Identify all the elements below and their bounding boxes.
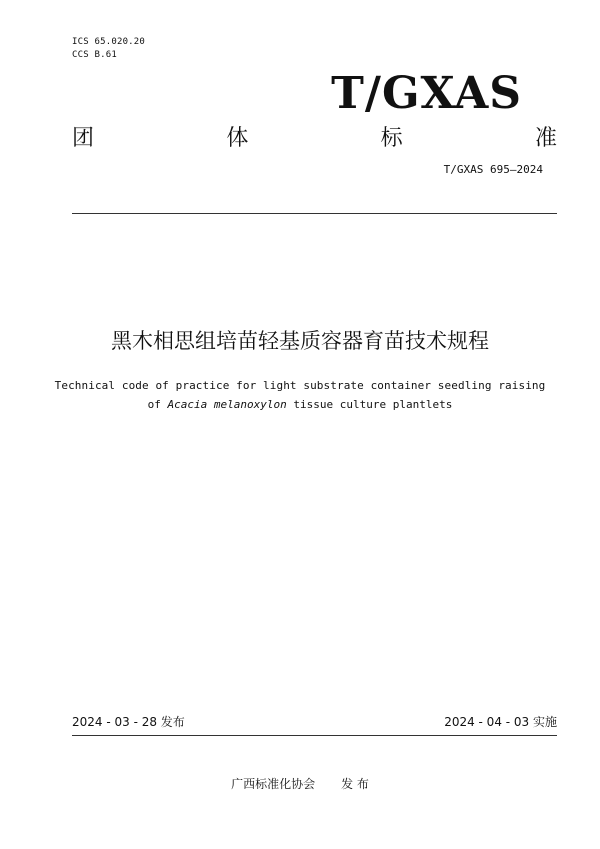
title-english-line2 [0, 397, 600, 413]
ccs-code: CCS B.61 [72, 50, 117, 60]
standard-type-char: 标 [380, 126, 403, 151]
standard-type-char: 团 [72, 126, 95, 151]
publisher [0, 776, 600, 792]
document-number: T/GXAS 695—2024 [443, 163, 543, 176]
release-date: 2024 - 03 - 28 发布 [72, 715, 185, 729]
bottom-divider [72, 735, 557, 736]
implementation-date: 2024 - 04 - 03 实施 [444, 715, 557, 729]
top-divider [72, 213, 557, 214]
title-english-line1: Technical code of practice for light substrate container seedling raising [54, 379, 546, 392]
ics-code: ICS 65.020.20 [72, 37, 146, 47]
publisher-name: 广西标准化协会 [231, 777, 316, 791]
standard-type [72, 124, 557, 154]
title-latin-name: Acacia melanoxylon [167, 398, 287, 411]
title-english-prefix: of [147, 398, 168, 411]
title-english-suffix: tissue culture plantlets [286, 398, 453, 411]
standard-logo: T/GXAS [331, 68, 522, 119]
title-chinese: 黑木相思组培苗轻基质容器育苗技术规程 [111, 329, 489, 353]
standard-type-char: 准 [534, 126, 557, 151]
standard-type-char: 体 [226, 126, 249, 151]
publisher-action: 发 布 [341, 777, 369, 791]
